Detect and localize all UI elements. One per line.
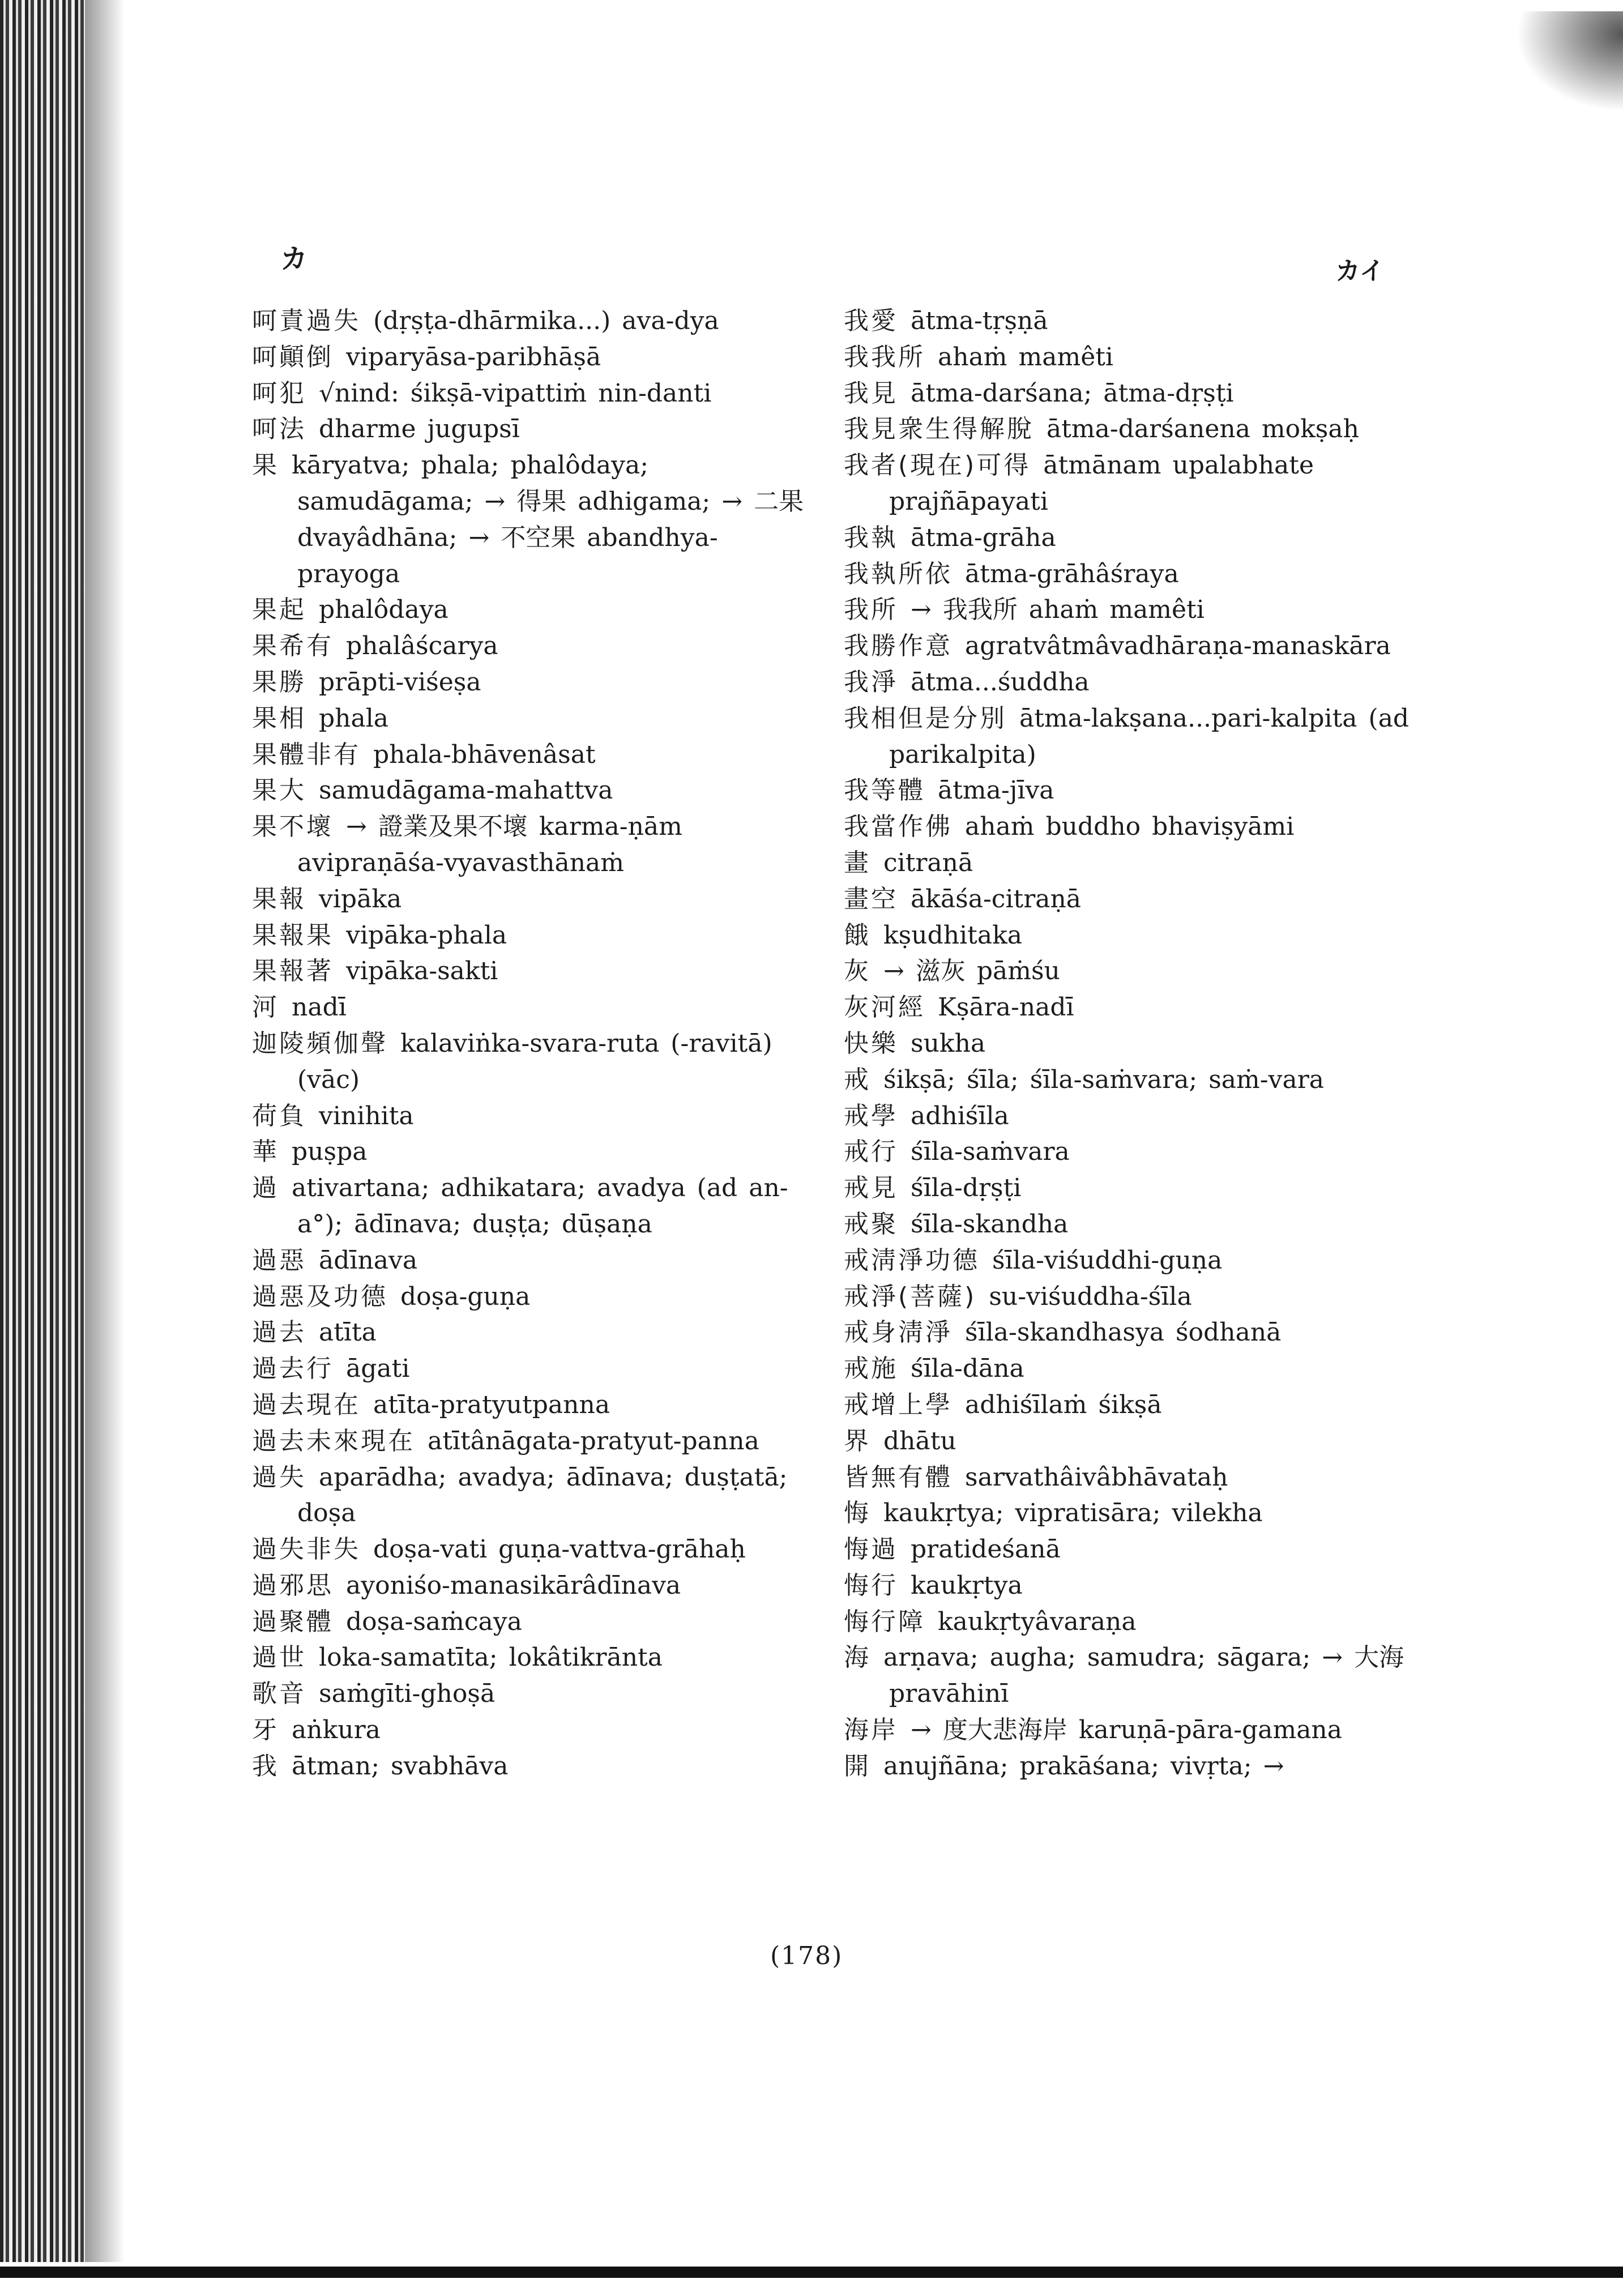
entry-definition: dharme jugupsī: [319, 415, 520, 444]
entry-headword: 過邪思: [252, 1571, 334, 1600]
entry-headword: 灰河經: [844, 993, 925, 1022]
entry-headword: 我執所依: [844, 559, 953, 588]
dictionary-entry: [844, 1134, 1410, 1170]
entry-headword: 呵顚倒: [252, 342, 334, 372]
entry-headword: 河: [252, 993, 279, 1022]
dictionary-entry: [844, 1640, 1410, 1712]
entry-definition: arṇava; augha; samudra; sāgara; → 大海 pravāhinī: [883, 1643, 1404, 1709]
entry-definition: sukha: [911, 1028, 986, 1058]
dictionary-entry: [252, 1351, 818, 1387]
dictionary-entry: [844, 953, 1410, 989]
entry-headword: 果相: [252, 703, 306, 733]
dictionary-entry: [252, 1243, 818, 1279]
entry-definition: aparādha; avadya; ādīnava; duṣṭatā; doṣa: [297, 1462, 788, 1528]
entry-definition: citraṇā: [883, 848, 973, 877]
entry-definition: phalôdaya: [319, 595, 449, 625]
entry-headword: 果希有: [252, 631, 334, 661]
entry-definition: ayoniśo-manasikārâdīnava: [346, 1571, 681, 1600]
entry-definition: phalâścarya: [346, 631, 498, 661]
entry-definition: → 度大悲海岸 karuṇā-pāra-gamana: [911, 1715, 1342, 1745]
entry-headword: 過世: [252, 1643, 306, 1672]
dictionary-entry: [252, 917, 818, 954]
gutter-shadow: [85, 0, 125, 2296]
dictionary-entry: [252, 1134, 818, 1170]
entry-headword: 悔過: [844, 1535, 898, 1564]
right-column: [844, 303, 1410, 1785]
entry-definition: ahaṁ mamêti: [938, 342, 1113, 372]
entry-headword: 快樂: [844, 1028, 898, 1058]
entry-definition: śīla-dṛṣṭi: [911, 1173, 1022, 1203]
entry-headword: 戒施: [844, 1354, 898, 1384]
dictionary-entry: [252, 664, 818, 701]
entry-headword: 果: [252, 451, 279, 480]
dictionary-entry: [844, 556, 1410, 592]
entry-definition: Kṣāra-nadī: [938, 993, 1074, 1022]
dictionary-entry: [844, 1279, 1410, 1315]
entry-definition: → 證業及果不壞 karma-ṇām avipraṇāśa-vyavasthānaṁ: [297, 812, 682, 877]
entry-headword: 呵犯: [252, 378, 306, 408]
entry-definition: adhiśīla: [911, 1101, 1009, 1130]
entry-definition: kaukṛtya: [911, 1571, 1023, 1600]
entry-headword: 我勝作意: [844, 631, 953, 661]
entry-definition: ākāśa-citraṇā: [911, 884, 1082, 914]
dictionary-entry: [844, 1748, 1410, 1785]
entry-headword: 果大: [252, 776, 306, 805]
entry-headword: 灰: [844, 957, 871, 986]
entry-definition: prāpti-viśeṣa: [319, 667, 481, 697]
entry-definition: doṣa-vati guṇa-vattva-grāhaḥ: [373, 1535, 746, 1564]
dictionary-entry: [844, 881, 1410, 917]
entry-definition: doṣa-guṇa: [400, 1282, 531, 1311]
entry-definition: kṣudhitaka: [883, 920, 1022, 950]
entry-definition: √nind: śikṣā-vipattiṁ nin-danti: [319, 378, 712, 408]
entry-headword: 過去未來現在: [252, 1426, 415, 1456]
entry-definition: su-viśuddha-śīla: [989, 1282, 1192, 1311]
entry-definition: vipāka-sakti: [346, 957, 498, 986]
entry-definition: vinihita: [319, 1101, 414, 1130]
entry-headword: 我相但是分別: [844, 703, 1007, 733]
dictionary-entry: [252, 447, 818, 592]
dictionary-entry: [252, 1640, 818, 1676]
entry-headword: 果體非有: [252, 740, 361, 769]
entry-headword: 過: [252, 1173, 279, 1203]
dictionary-entry: [844, 1387, 1410, 1423]
entry-headword: 戒: [844, 1065, 871, 1094]
dictionary-entry: [844, 592, 1410, 628]
entry-definition: kāryatva; phala; phalôdaya; samudāgama; → 得果 adhigama; → 二果 dvayâdhāna; → 不空果 abandhya-prayoga: [292, 451, 804, 588]
entry-headword: 我所: [844, 595, 898, 625]
entry-headword: 我淨: [844, 667, 898, 697]
dictionary-entry: [844, 1712, 1410, 1748]
entry-definition: dhātu: [883, 1426, 956, 1456]
dictionary-entry: [252, 1098, 818, 1134]
dictionary-entry: [844, 447, 1410, 520]
dictionary-entry: [252, 1748, 818, 1785]
page-corner-mark: [1498, 11, 1623, 125]
dictionary-entry: [252, 809, 818, 881]
dictionary-entry: [252, 303, 818, 339]
entry-headword: 畫空: [844, 884, 898, 914]
dictionary-entry: [844, 303, 1410, 339]
page-bottom-edge: [0, 2262, 1623, 2296]
entry-definition: ātman; svabhāva: [292, 1751, 509, 1781]
entry-headword: 我執: [844, 523, 898, 552]
entry-definition: agratvâtmâvadhāraṇa-manaskāra: [965, 631, 1391, 661]
entry-definition: ātma-grāha: [911, 523, 1056, 552]
entry-headword: 海岸: [844, 1715, 898, 1745]
entry-definition: loka-samatīta; lokâtikrānta: [319, 1643, 663, 1672]
entry-definition: śīla-skandhasya śodhanā: [965, 1318, 1282, 1347]
dictionary-entry: [844, 773, 1410, 809]
entry-headword: 呵責過失: [252, 306, 361, 335]
entry-definition: (dṛṣṭa-dhārmika...) ava-dya: [373, 306, 719, 335]
entry-headword: 我: [252, 1751, 279, 1781]
dictionary-entry: [844, 1098, 1410, 1134]
entry-headword: 戒增上學: [844, 1390, 953, 1419]
dictionary-entry: [844, 1170, 1410, 1206]
dictionary-entry: [252, 773, 818, 809]
dictionary-entry: [252, 1423, 818, 1459]
running-header-left: カ: [280, 243, 308, 275]
entry-definition: doṣa-saṁcaya: [346, 1607, 522, 1636]
entry-definition: ātma-darśanena mokṣaḥ: [1047, 415, 1359, 444]
entry-headword: 歌音: [252, 1679, 306, 1709]
entry-definition: ādīnava: [319, 1245, 418, 1275]
entry-definition: kaukṛtyâvaraṇa: [938, 1607, 1137, 1636]
dictionary-entry: [844, 1459, 1410, 1496]
entry-headword: 果起: [252, 595, 306, 625]
dictionary-entry: [252, 737, 818, 773]
dictionary-entry: [252, 1676, 818, 1712]
dictionary-entry: [844, 1531, 1410, 1568]
entry-definition: ahaṁ buddho bhaviṣyāmi: [965, 812, 1295, 842]
dictionary-entry: [844, 628, 1410, 664]
page-number: (178): [770, 1941, 843, 1970]
entry-definition: ātma-darśana; ātma-dṛṣṭi: [911, 378, 1234, 408]
entry-headword: 過去行: [252, 1354, 334, 1384]
entry-headword: 我者(現在)可得: [844, 451, 1031, 480]
dictionary-entry: [844, 1604, 1410, 1640]
entry-headword: 畫: [844, 848, 871, 877]
dictionary-entry: [844, 989, 1410, 1026]
entry-headword: 荷負: [252, 1101, 306, 1130]
running-header-right: カイ: [1335, 257, 1385, 285]
entry-definition: śikṣā; śīla; śīla-saṁvara; saṁ-vara: [883, 1065, 1324, 1094]
entry-definition: atītânāgata-pratyut-panna: [428, 1426, 759, 1456]
dictionary-entry: [844, 1351, 1410, 1387]
dictionary-entry: [252, 1026, 818, 1098]
entry-headword: 果勝: [252, 667, 306, 697]
entry-definition: ativartana; adhikatara; avadya (ad an-a°); ādīnava; duṣṭa; dūṣaṇa: [292, 1173, 788, 1239]
dictionary-entry: [252, 375, 818, 412]
entry-headword: 華: [252, 1137, 279, 1167]
entry-headword: 牙: [252, 1715, 279, 1745]
dictionary-entry: [844, 375, 1410, 412]
entry-definition: vipāka-phala: [346, 920, 507, 950]
dictionary-entry: [844, 845, 1410, 881]
dictionary-entry: [252, 1604, 818, 1640]
entry-definition: ātmānam upalabhate prajñāpayati: [889, 451, 1314, 516]
entry-headword: 過去現在: [252, 1390, 361, 1419]
dictionary-entry: [844, 1315, 1410, 1351]
dictionary-entry: [844, 1062, 1410, 1098]
dictionary-entry: [252, 592, 818, 628]
entry-definition: → 滋灰 pāṁśu: [883, 957, 1060, 986]
dictionary-entry: [844, 664, 1410, 701]
entry-headword: 迦陵頻伽聲: [252, 1028, 388, 1058]
entry-headword: 皆無有體: [844, 1462, 953, 1492]
entry-headword: 過失: [252, 1462, 306, 1492]
entry-headword: 我我所: [844, 342, 925, 372]
entry-headword: 我當作佛: [844, 812, 953, 842]
entry-definition: anujñāna; prakāśana; vivṛta; →: [883, 1751, 1284, 1781]
dictionary-entry: [252, 411, 818, 447]
dictionary-entry: [252, 1712, 818, 1748]
entry-headword: 果報: [252, 884, 306, 914]
entry-headword: 呵法: [252, 415, 306, 444]
entry-definition: sarvathâivâbhāvataḥ: [965, 1462, 1228, 1492]
dictionary-entry: [252, 1387, 818, 1423]
entry-headword: 海: [844, 1643, 871, 1672]
entry-definition: pratideśanā: [911, 1535, 1061, 1564]
entry-headword: 過失非失: [252, 1535, 361, 1564]
entry-definition: śīla-viśuddhi-guṇa: [992, 1245, 1223, 1275]
entry-definition: ātma...śuddha: [911, 667, 1090, 697]
entry-headword: 戒淨(菩薩): [844, 1282, 977, 1311]
entry-headword: 我見衆生得解脫: [844, 415, 1034, 444]
entry-headword: 悔行: [844, 1571, 898, 1600]
entry-headword: 果報果: [252, 920, 334, 950]
entry-definition: samudāgama-mahattva: [319, 776, 613, 805]
dictionary-entry: [252, 339, 818, 375]
entry-definition: ātma-jīva: [938, 776, 1054, 805]
entry-definition: āgati: [346, 1354, 410, 1384]
dictionary-entry: [844, 1026, 1410, 1062]
entry-headword: 過聚體: [252, 1607, 334, 1636]
entry-headword: 戒聚: [844, 1209, 898, 1239]
entry-definition: phala-bhāvenâsat: [373, 740, 596, 769]
dictionary-entry: [252, 989, 818, 1026]
entry-headword: 戒行: [844, 1137, 898, 1167]
entry-definition: kaukṛtya; vipratisāra; vilekha: [883, 1499, 1263, 1528]
entry-headword: 悔: [844, 1499, 871, 1528]
entry-headword: 開: [844, 1751, 871, 1781]
entry-headword: 過惡: [252, 1245, 306, 1275]
entry-headword: 果報著: [252, 957, 334, 986]
dictionary-entry: [844, 1423, 1410, 1459]
dictionary-entry: [844, 1495, 1410, 1531]
dictionary-entry: [844, 411, 1410, 447]
entry-definition: śīla-skandha: [911, 1209, 1069, 1239]
entry-definition: saṁgīti-ghoṣā: [319, 1679, 496, 1709]
dictionary-entry: [844, 1243, 1410, 1279]
entry-definition: aṅkura: [292, 1715, 381, 1745]
dictionary-entry: [844, 917, 1410, 954]
entry-definition: viparyāsa-paribhāṣā: [346, 342, 601, 372]
entry-definition: phala: [319, 703, 389, 733]
entry-definition: ātma-grāhâśraya: [965, 559, 1179, 588]
entry-headword: 過惡及功德: [252, 1282, 388, 1311]
entry-headword: 我見: [844, 378, 898, 408]
dictionary-entry: [252, 1568, 818, 1604]
entry-definition: atīta: [319, 1318, 377, 1347]
entry-headword: 界: [844, 1426, 871, 1456]
entry-definition: adhiśīlaṁ śikṣā: [965, 1390, 1162, 1419]
entry-headword: 過去: [252, 1318, 306, 1347]
dictionary-entry: [844, 809, 1410, 845]
dictionary-entry: [252, 1459, 818, 1532]
entry-headword: 我等體: [844, 776, 925, 805]
entry-definition: ātma-lakṣana...pari-kalpita (ad parikalpita): [889, 703, 1410, 769]
dictionary-entry: [844, 1568, 1410, 1604]
entry-headword: 我愛: [844, 306, 898, 335]
dictionary-entry: [844, 339, 1410, 375]
dictionary-entry: [252, 953, 818, 989]
dictionary-entry: [252, 701, 818, 737]
entry-definition: ātma-tṛṣṇā: [911, 306, 1048, 335]
dictionary-entry: [844, 701, 1410, 773]
entry-definition: atīta-pratyutpanna: [373, 1390, 610, 1419]
entry-headword: 果不壞: [252, 812, 334, 842]
dictionary-entry: [252, 628, 818, 664]
dictionary-entry: [252, 1531, 818, 1568]
entry-definition: śīla-dāna: [911, 1354, 1024, 1384]
entry-definition: puṣpa: [292, 1137, 368, 1167]
entry-definition: → 我我所 ahaṁ mamêti: [911, 595, 1205, 625]
entry-headword: 戒淸淨功德: [844, 1245, 980, 1275]
entry-definition: nadī: [292, 993, 347, 1022]
dictionary-entry: [844, 520, 1410, 556]
dictionary-entry: [252, 1170, 818, 1243]
entry-headword: 悔行障: [844, 1607, 925, 1636]
left-column: [252, 303, 818, 1785]
dictionary-entry: [252, 1279, 818, 1315]
entry-definition: śīla-saṁvara: [911, 1137, 1070, 1167]
dictionary-entry: [844, 1206, 1410, 1243]
entry-definition: kalaviṅka-svara-ruta (-ravitā) (vāc): [297, 1028, 772, 1094]
entry-definition: vipāka: [319, 884, 402, 914]
entry-headword: 戒見: [844, 1173, 898, 1203]
dictionary-entry: [252, 881, 818, 917]
entry-headword: 餓: [844, 920, 871, 950]
entry-headword: 戒學: [844, 1101, 898, 1130]
entry-headword: 戒身淸淨: [844, 1318, 953, 1347]
dictionary-entry: [252, 1315, 818, 1351]
